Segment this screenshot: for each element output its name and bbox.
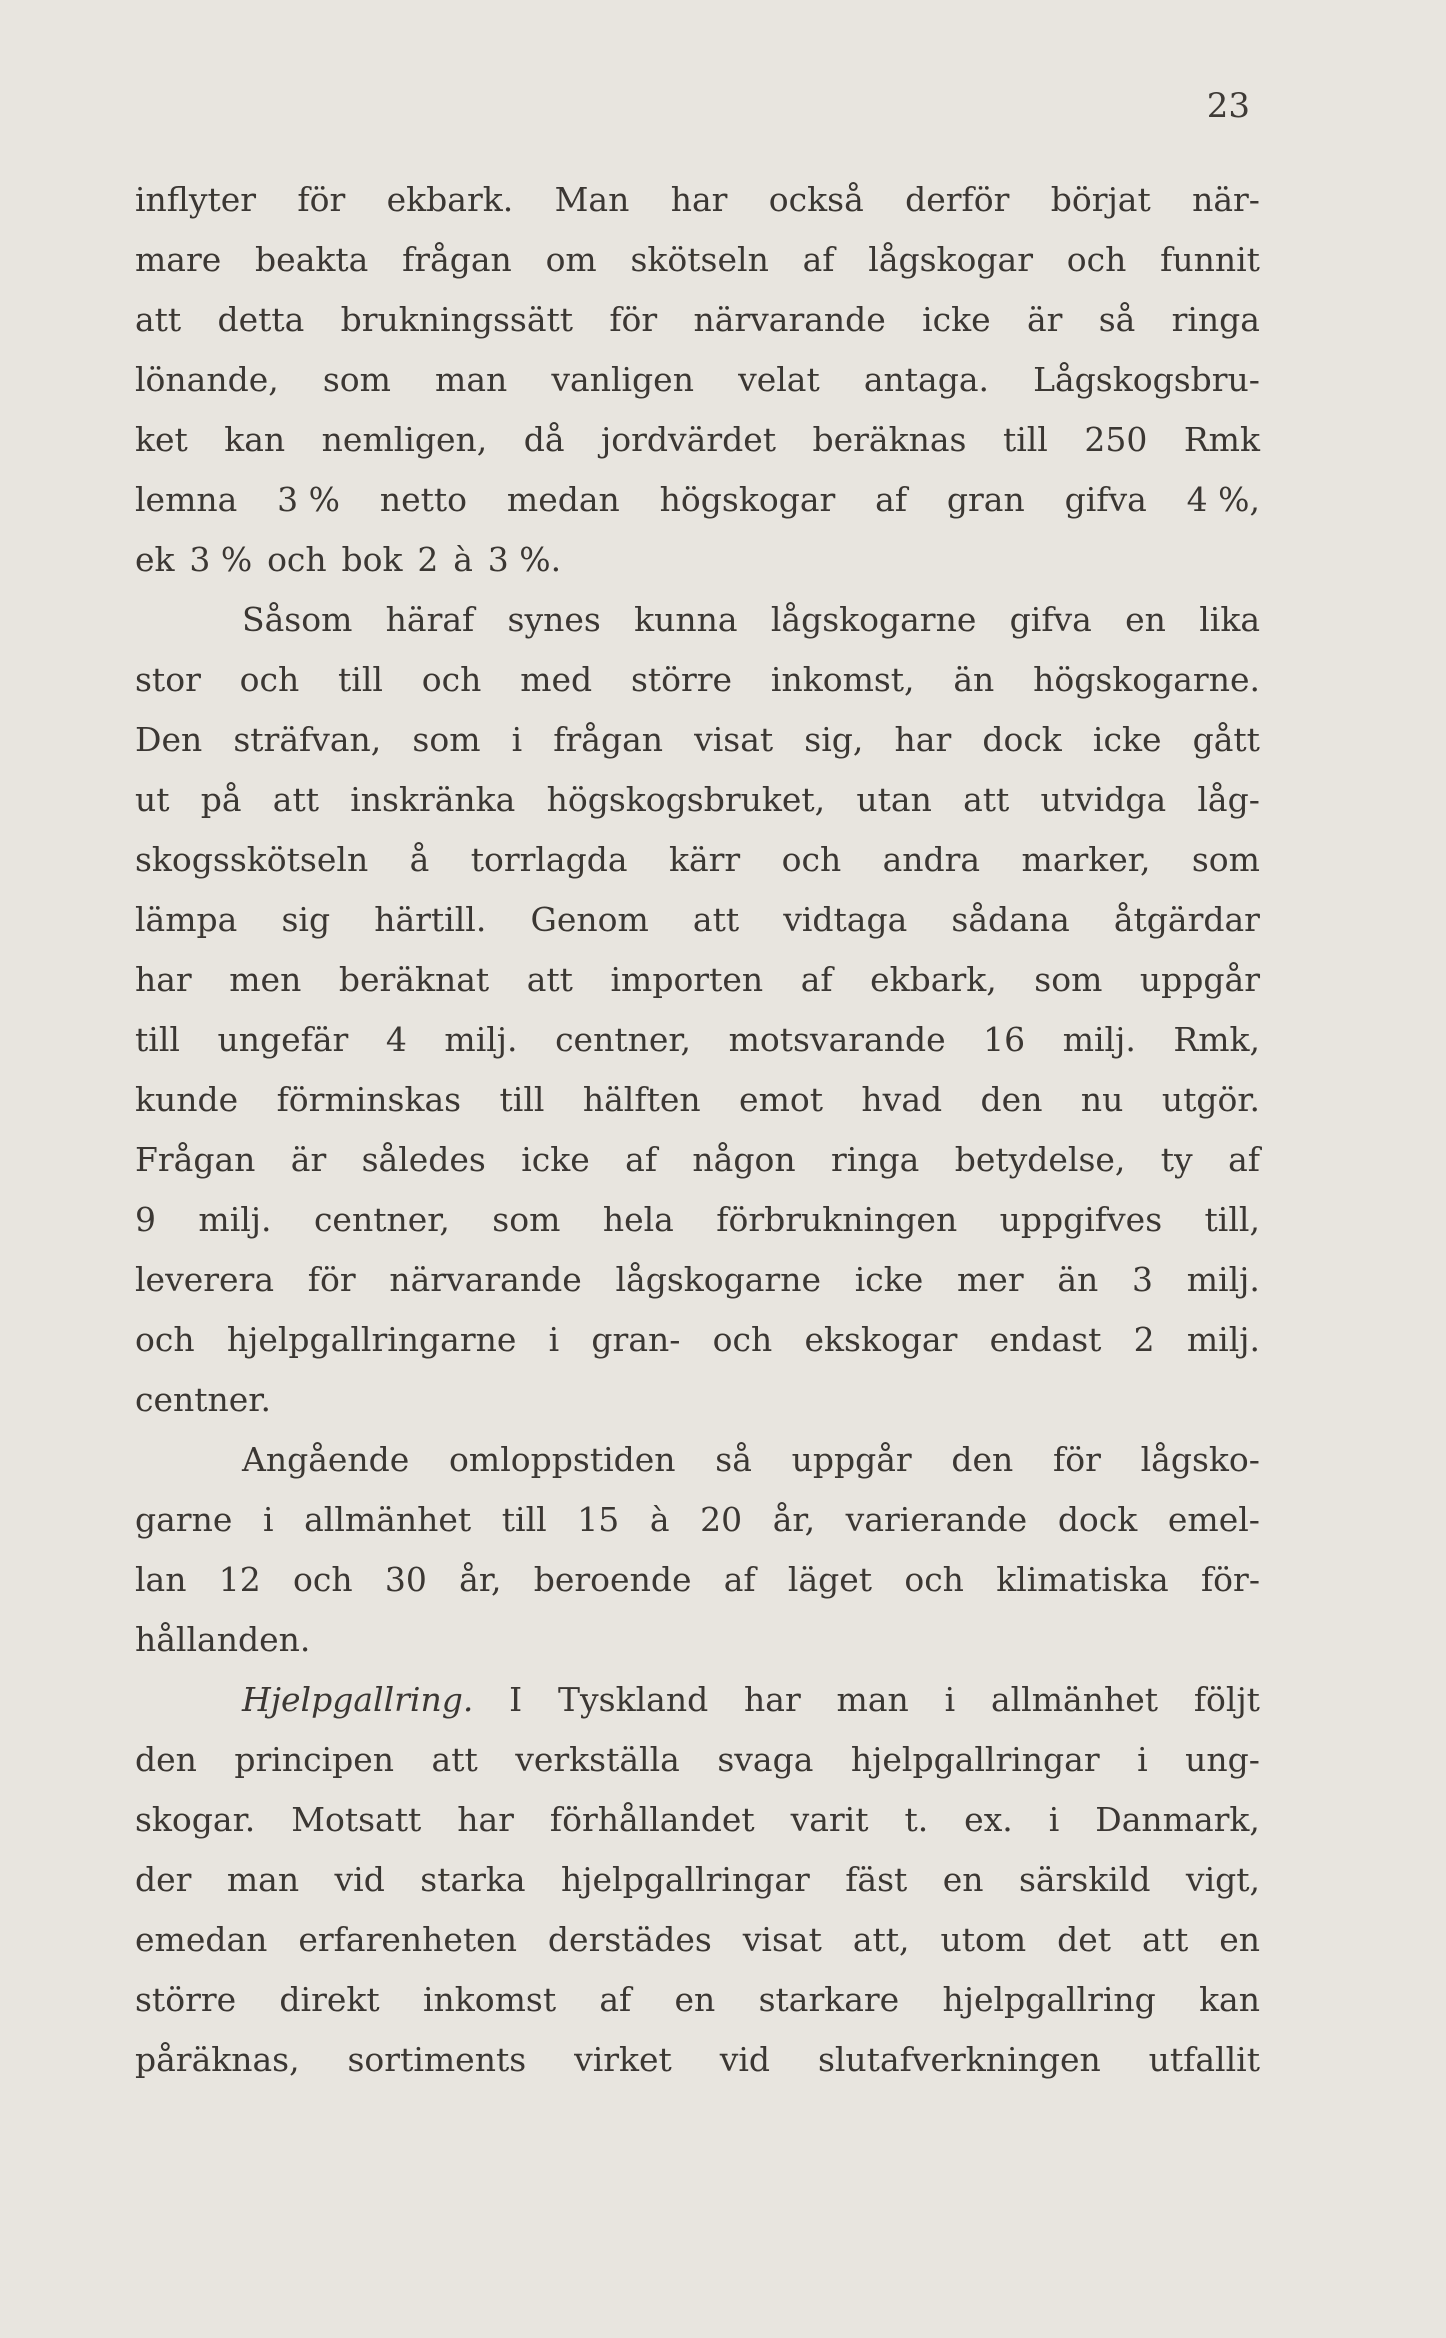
word: visat (742, 1920, 822, 1959)
text-line (135, 1310, 1260, 1370)
word: har (457, 1800, 514, 1839)
text-line (135, 1370, 1260, 1430)
word: vid (719, 2040, 771, 2079)
word: bok (341, 540, 403, 579)
word: större (135, 1980, 237, 2019)
word: högskogar (659, 480, 836, 519)
word: när- (1192, 180, 1260, 219)
word: medan (506, 480, 620, 519)
word: å (409, 840, 430, 879)
word: Den (135, 720, 203, 759)
word: närvarande (389, 1260, 582, 1299)
word: beräknat (338, 960, 490, 999)
word: vanligen (551, 360, 694, 399)
word: motsvarande (728, 1020, 946, 1059)
text-line (135, 650, 1260, 710)
word: milj. (198, 1200, 272, 1239)
word: i (1137, 1740, 1148, 1779)
word: skogar. (135, 1800, 256, 1839)
word: t. (904, 1800, 929, 1839)
word: med (520, 660, 593, 699)
word: varierande (845, 1500, 1028, 1539)
text-line (135, 1610, 1260, 1670)
word: en (1125, 600, 1166, 639)
word: hvad (861, 1080, 943, 1119)
text-line (135, 1790, 1260, 1850)
text-line (135, 1010, 1260, 1070)
word: fäst (845, 1860, 908, 1899)
word: utan (856, 780, 932, 819)
word: funnit (1160, 240, 1260, 279)
word: och (267, 540, 327, 579)
word: omloppstiden (449, 1440, 676, 1479)
word: är (290, 1140, 327, 1179)
text-line (135, 1730, 1260, 1790)
word: 30 (384, 1560, 427, 1599)
word: lemna (135, 480, 238, 519)
text-line (135, 2030, 1260, 2090)
word: importen (610, 960, 764, 999)
word: läget (787, 1560, 873, 1599)
word: man (836, 1680, 909, 1719)
word: torrlagda (470, 840, 628, 879)
word: ty (1160, 1140, 1193, 1179)
page-number: 23 (1206, 86, 1250, 126)
word: Frågan (135, 1140, 256, 1179)
word: 3 (1132, 1260, 1154, 1299)
word: Rmk (1183, 420, 1260, 459)
word: direkt (279, 1980, 380, 2019)
word: mer (957, 1260, 1024, 1299)
word: kan (224, 420, 286, 459)
word: börjat (1050, 180, 1151, 219)
word: den (980, 1080, 1043, 1119)
word: skötseln (630, 240, 769, 279)
word: klimatiska (996, 1560, 1169, 1599)
word: åtgärdar (1113, 900, 1260, 939)
word: närvarande (693, 300, 886, 339)
word: Såsom (242, 600, 353, 639)
word: år, (772, 1500, 816, 1539)
word: har (670, 180, 728, 219)
word: utvidga (1040, 780, 1167, 819)
word: icke (854, 1260, 924, 1299)
word: man (435, 360, 508, 399)
word: uppgår (791, 1440, 912, 1479)
word: Genom (530, 900, 649, 939)
body-text (135, 170, 1260, 2090)
word: starka (420, 1860, 526, 1899)
word: en (942, 1860, 984, 1899)
word: 3 %. (487, 540, 562, 579)
word: påräknas, (135, 2040, 300, 2079)
word: visat (694, 720, 774, 759)
word: till (501, 1500, 547, 1539)
word: att (272, 780, 319, 819)
word: gifva (1064, 480, 1147, 519)
text-line (135, 770, 1260, 830)
word: vidtaga (783, 900, 908, 939)
word: icke (521, 1140, 590, 1179)
word: Rmk, (1173, 1020, 1260, 1059)
word: att (1142, 1920, 1189, 1959)
word: Danmark, (1095, 1800, 1260, 1839)
word: af (1228, 1140, 1260, 1179)
word: någon (692, 1140, 796, 1179)
word: uppgifves (999, 1200, 1163, 1239)
word: och (1066, 240, 1127, 279)
word: milj. (1062, 1020, 1136, 1059)
word: af (625, 1140, 658, 1179)
word: och (781, 840, 842, 879)
word: Tyskland (558, 1680, 709, 1719)
word: uppgår (1139, 960, 1260, 999)
word: en (674, 1980, 716, 2019)
word: således (361, 1140, 486, 1179)
word: förhållandet (549, 1800, 755, 1839)
word: 3 % (189, 540, 253, 579)
word: och (293, 1560, 353, 1599)
word: har (894, 720, 952, 759)
word: slutafverkningen (817, 2040, 1101, 2079)
word: stor (135, 660, 201, 699)
word: af (875, 480, 908, 519)
word: garne (135, 1500, 233, 1539)
word: gran- (591, 1320, 681, 1359)
word: Angående (242, 1440, 410, 1479)
word: Motsatt (291, 1800, 422, 1839)
text-line (135, 1970, 1260, 2030)
word: milj. (1186, 1260, 1260, 1299)
word: frågan (553, 720, 663, 759)
word: frågan (402, 240, 512, 279)
word: följt (1193, 1680, 1260, 1719)
word: Lågskogsbru- (1033, 360, 1260, 399)
word: i (511, 720, 523, 759)
word: har (744, 1680, 801, 1719)
text-line (135, 1670, 1260, 1730)
word: erfarenheten (298, 1920, 517, 1959)
word: man (226, 1860, 300, 1899)
word: så (1098, 300, 1136, 339)
word: utom (940, 1920, 1027, 1959)
word: 3 % (277, 480, 341, 519)
word: den (135, 1740, 197, 1779)
text-line (135, 1250, 1260, 1310)
word: centner, (313, 1200, 450, 1239)
word: låg- (1197, 780, 1260, 819)
word: högskogarne. (1033, 660, 1260, 699)
text-line (135, 470, 1260, 530)
word: emel- (1167, 1500, 1260, 1539)
word: 9 (135, 1200, 156, 1239)
word: kärr (668, 840, 741, 879)
word: att, (852, 1920, 910, 1959)
word: än (1057, 1260, 1099, 1299)
word: af (599, 1980, 632, 2019)
word: sträfvan, (233, 720, 382, 759)
word: ex. (964, 1800, 1013, 1839)
text-line (135, 230, 1260, 290)
word: men (229, 960, 302, 999)
word: emot (739, 1080, 823, 1119)
word: särskild (1018, 1860, 1151, 1899)
word: gått (1192, 720, 1260, 759)
word: det (1057, 1920, 1112, 1959)
word: en (1219, 1920, 1260, 1959)
word: derstädes (547, 1920, 712, 1959)
word: ut (135, 780, 170, 819)
word: milj. (1186, 1320, 1260, 1359)
text-line (135, 830, 1260, 890)
word: gran (946, 480, 1025, 519)
word: och (421, 660, 482, 699)
word: och (904, 1560, 964, 1599)
word: 12 (218, 1560, 261, 1599)
word: att (692, 900, 740, 939)
word: sådana (951, 900, 1070, 939)
word: till (499, 1080, 545, 1119)
word: inskränka (350, 780, 516, 819)
word: för (307, 1260, 356, 1299)
word: om (545, 240, 597, 279)
word: till (338, 660, 383, 699)
word: på (200, 780, 242, 819)
word: vid (334, 1860, 385, 1899)
word: utgör. (1161, 1080, 1260, 1119)
word: och (712, 1320, 773, 1359)
word: virket (574, 2040, 672, 2079)
word: jordvärdet (601, 420, 777, 459)
text-line (135, 290, 1260, 350)
word: vigt, (1185, 1860, 1260, 1899)
text-line (135, 350, 1260, 410)
word: antaga. (863, 360, 989, 399)
word: andra (882, 840, 981, 879)
text-line (135, 1850, 1260, 1910)
word: högskogsbruket, (546, 780, 826, 819)
word: starkare (758, 1980, 900, 2019)
word: velat (738, 360, 820, 399)
word: beräknas (812, 420, 967, 459)
word: à (453, 540, 473, 579)
word: 2 (1133, 1320, 1155, 1359)
word: icke (922, 300, 991, 339)
word: synes (507, 600, 601, 639)
word: nemligen, (321, 420, 488, 459)
word: centner, (555, 1020, 692, 1059)
word: lönande, (135, 360, 279, 399)
word: år, (459, 1560, 502, 1599)
word: inkomst, (770, 660, 915, 699)
word: der (135, 1860, 192, 1899)
text-line (135, 710, 1260, 770)
word: 2 (417, 540, 439, 579)
word: inkomst (422, 1980, 557, 2019)
word: hjelpgallringar (850, 1740, 1100, 1779)
word: 4 (385, 1020, 407, 1059)
word: dock (1057, 1500, 1138, 1539)
word: härtill. (374, 900, 487, 939)
word: gifva (1009, 600, 1092, 639)
text-line (135, 590, 1260, 650)
word: 16 (983, 1020, 1026, 1059)
word: lika (1199, 600, 1260, 639)
word: i (944, 1680, 956, 1719)
word: nu (1080, 1080, 1124, 1119)
word: skogsskötseln (135, 840, 369, 879)
word: och (135, 1320, 195, 1359)
word: som (492, 1200, 561, 1239)
word: à (649, 1500, 670, 1539)
word: detta (217, 300, 305, 339)
word: allmänhet (990, 1680, 1158, 1719)
word: sig (281, 900, 331, 939)
word: 250 (1084, 420, 1148, 459)
word: allmänhet (304, 1500, 472, 1539)
word: lågskogarne (615, 1260, 821, 1299)
word: Hjelpgallring. (242, 1680, 474, 1719)
text-line (135, 1190, 1260, 1250)
word: emedan (135, 1920, 268, 1959)
word: då (523, 420, 565, 459)
word: lågskogarne (770, 600, 977, 639)
word: till, (1204, 1200, 1260, 1239)
text-line (135, 1490, 1260, 1550)
word: ungefär (217, 1020, 349, 1059)
word: kunde (135, 1080, 239, 1119)
word: lan (135, 1560, 187, 1599)
word: till (135, 1020, 180, 1059)
word: 15 (577, 1500, 620, 1539)
word: att (431, 1740, 478, 1779)
text-line (135, 530, 1260, 590)
word: beakta (255, 240, 369, 279)
word: marker, (1021, 840, 1151, 879)
word: så (715, 1440, 752, 1479)
word: för- (1200, 1560, 1260, 1599)
word: att (526, 960, 573, 999)
text-line (135, 1070, 1260, 1130)
word: och (239, 660, 300, 699)
word: inflyter (135, 180, 257, 219)
word: till (1002, 420, 1048, 459)
word: hjelpgallringar (561, 1860, 810, 1899)
word: som (412, 720, 481, 759)
word: ringa (830, 1140, 920, 1179)
word: har (135, 960, 192, 999)
text-line (135, 950, 1260, 1010)
text-line (135, 890, 1260, 950)
word: hela (602, 1200, 674, 1239)
word: dock (982, 720, 1062, 759)
word: af (800, 960, 833, 999)
word: är (1026, 300, 1063, 339)
word: i (1048, 1800, 1060, 1839)
word: förminskas (276, 1080, 462, 1119)
word: I (509, 1680, 523, 1719)
word: större (630, 660, 733, 699)
text-line (135, 170, 1260, 230)
word: sig, (804, 720, 864, 759)
word: för (609, 300, 658, 339)
word: ung- (1185, 1740, 1260, 1779)
word: att (135, 300, 182, 339)
word: den (951, 1440, 1014, 1479)
word: endast (989, 1320, 1102, 1359)
word: ekbark. (386, 180, 514, 219)
word: af (723, 1560, 756, 1599)
word: ekskogar (804, 1320, 958, 1359)
word: att (963, 780, 1010, 819)
word: förbrukningen (716, 1200, 958, 1239)
word: ket (135, 420, 188, 459)
word: också (768, 180, 864, 219)
word: leverera (135, 1260, 275, 1299)
word: i (548, 1320, 560, 1359)
word: Man (554, 180, 630, 219)
word: i (262, 1500, 274, 1539)
word: än (953, 660, 995, 699)
word: häraf (385, 600, 475, 639)
word: kunna (634, 600, 738, 639)
text-line (135, 410, 1260, 470)
word: ringa (1171, 300, 1260, 339)
word: netto (379, 480, 468, 519)
word: mare (135, 240, 222, 279)
word: af (802, 240, 835, 279)
word: verkställa (515, 1740, 680, 1779)
word: lågskogar (868, 240, 1033, 279)
word: centner. (135, 1380, 271, 1419)
word: milj. (444, 1020, 518, 1059)
word: beroende (533, 1560, 692, 1599)
word: icke (1092, 720, 1162, 759)
text-line (135, 1430, 1260, 1490)
word: 4 %, (1186, 480, 1260, 519)
word: som (1191, 840, 1260, 879)
word: hållanden. (135, 1620, 311, 1659)
word: för (1053, 1440, 1101, 1479)
word: 20 (700, 1500, 743, 1539)
word: varit (790, 1800, 869, 1839)
text-line (135, 1550, 1260, 1610)
word: lämpa (135, 900, 238, 939)
word: hälften (582, 1080, 701, 1119)
word: hjelpgallringarne (226, 1320, 517, 1359)
word: principen (234, 1740, 395, 1779)
word: som (322, 360, 391, 399)
word: derför (905, 180, 1010, 219)
word: svaga (717, 1740, 814, 1779)
word: kan (1199, 1980, 1260, 2019)
word: för (297, 180, 346, 219)
word: ek (135, 540, 175, 579)
word: ekbark, (870, 960, 997, 999)
word: hjelpgallring (942, 1980, 1156, 2019)
word: brukningssätt (340, 300, 574, 339)
word: som (1034, 960, 1103, 999)
word: betydelse, (954, 1140, 1126, 1179)
text-line (135, 1130, 1260, 1190)
word: lågsko- (1140, 1440, 1260, 1479)
word: sortiments (347, 2040, 527, 2079)
text-line (135, 1910, 1260, 1970)
word: utfallit (1148, 2040, 1260, 2079)
